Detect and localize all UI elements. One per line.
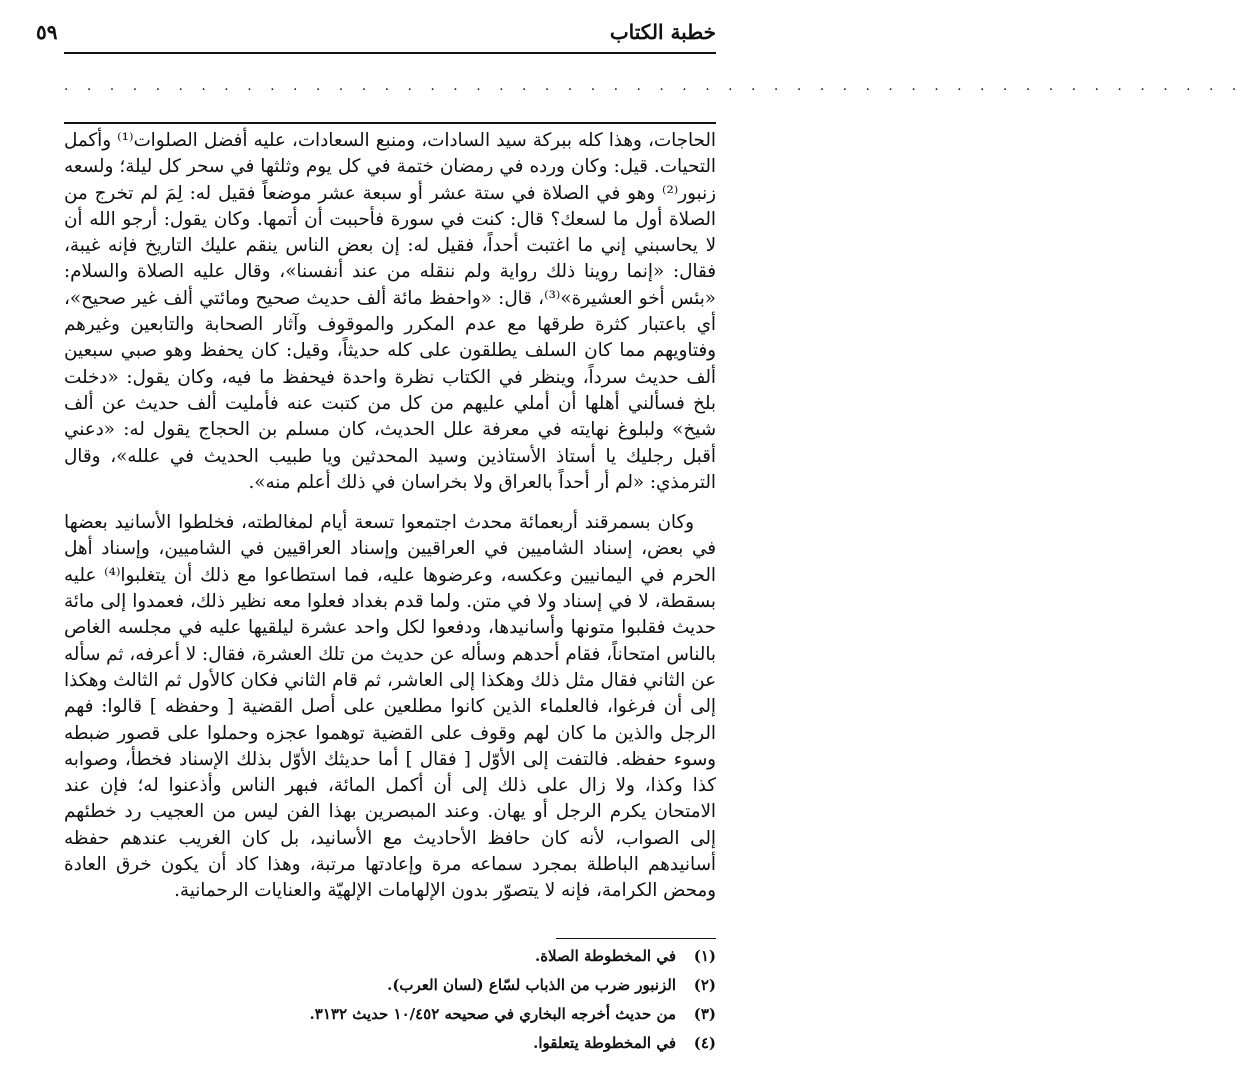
footnote-number: (٤) — [693, 1034, 716, 1052]
footnote-number: (٢) — [693, 976, 716, 994]
section-rule — [64, 122, 716, 124]
footnote-number: (٣) — [693, 1005, 716, 1023]
header-rule — [64, 52, 716, 54]
footnote-text: الزنبور ضرب من الذباب لسّاع (لسان العرب). — [387, 976, 676, 994]
footnote-text: في المخطوطة الصلاة. — [534, 947, 676, 965]
paragraph: الحاجات، وهذا كله ببركة سيد السادات، ومنبع السعادات، عليه أفضل الصلوات⁽¹⁾ وأكمل التحيات. قيل: وكان ورده في رمضان ختمة في كل يوم وثلثها في سحر كل ليلة؛ ولسعه زنبور⁽²⁾ وهو في الصلاة في ستة عشر أو سبعة عشر موضعاً فقيل له: لِمَ لم تخرج من الصلاة أول ما لسعك؟ قال: كنت في سورة فأحببت أن أتمها. وكان يقول: أرجو الله أن لا يحاسبني إني ما اغتبت أحداً، فقيل له: إن بعض الناس ينقم عليك التاريخ فإنه غيبة، فقال: «إنما روينا ذلك رواية ولم ننقله من عند أنفسنا»، وقال عليه الصلاة والسلام: «بئس أخو العشيرة»⁽³⁾، قال: «واحفظ مائة ألف حديث صحيح ومائتي ألف غير صحيح»، أي باعتبار كثرة طرقها مع عدم المكرر والموقوف وآثار الصحابة والتابعين وغيرهم وفتاويهم مما كان السلف يطلقون على كله حديثاً، وقيل: كان يحفظ وهو صبي سبعين ألف حديث سرداً، وينظر في الكتاب نظرة واحدة فيحفظ ما فيه، وكان يقول: «دخلت بلخ فسألني أهلها أن أملي عليهم من كل من كتبت عنه فأمليت ألف حديث عن ألف شيخ» ولبلوغ نهايته في معرفة علل الحديث، كان مسلم بن الحجاج يقول له: «دعني أقبل رجليك يا أستاذ الأستاذين وسيد المحدثين ويا طبيب الحديث في علله»، وقال الترمذي: «لم أر أحداً بالعراق ولا بخراسان في ذلك أعلم منه». — [64, 130, 716, 493]
running-title: خطبة الكتاب — [609, 20, 716, 44]
footnote-text: من حديث أخرجه البخاري في صحيحه ١٠/٤٥٢ حديث ٣١٣٢. — [309, 1005, 676, 1023]
footnote-rule — [556, 938, 716, 939]
footnote — [64, 942, 716, 971]
footnote — [64, 1000, 716, 1029]
footnote-number: (١) — [693, 947, 716, 965]
footnotes — [64, 942, 716, 1058]
ellipsis-dots: . . . . . . . . . . . . . . . . . . . . . . . . . . . . . . . . . . . . . . . . . . . . . . . . . . . . — [64, 78, 1243, 94]
page-header — [36, 14, 716, 54]
footnote — [64, 1029, 716, 1058]
paragraph: وكان بسمرقند أربعمائة محدث اجتمعوا تسعة أيام لمغالطته، فخلطوا الأسانيد بعضها في بعض، إسناد الشاميين في العراقيين وإسناد العراقيين في الشاميين، وإسناد أهل الحرم في اليمانيين وعكسه، وعرضوها عليه، فما استطاعوا مع ذلك أن يتغلبوا⁽⁴⁾ عليه بسقطة، لا في إسناد ولا في متن. ولما قدم بغداد فعلوا معه نظير ذلك، فعمدوا إلى مائة حديث فقلبوا متونها وأسانيدها، ودفعوا لكل واحد عشرة ليلقيها عليه في مجلسه الغاص بالناس امتحاناً، فقام أحدهم وسأله عن حديث من تلك العشرة، فقال: لا أعرفه، ثم سأله عن الثاني فقال مثل ذلك وهكذا إلى العاشر، ثم قام الثاني فكان كالأول ثم الثالث وهكذا إلى أن فرغوا، فالعلماء الذين كانوا مطلعين على أصل القضية [ وحفظه ] قالوا: فهم الرجل والذين ما كان لهم وقوف على القضية توهموا عجزه وحملوا على قصور ضبطه وسوء حفظه. فالتفت إلى الأوّل [ فقال ] أما حديثك الأوّل بذلك الإسناد فخطأ، وصوابه كذا وكذا، ولا زال على ذلك إلى أن أكمل المائة، فبهر الناس وأذعنوا له؛ فإن عند الامتحان يكرم الرجل أو يهان. وعند المبصرين بهذا الفن ليس من العجيب رد خطئهم إلى الصواب، لأنه كان حافظ الأحاديث مع الأسانيد، بل كان الغريب عندهم حفظه أسانيدهم الباطلة بمجرد سماعه مرة وإعادتها مرتبة، وهذا كاد أن يكون خرق العادة ومحض الكرامة، فإنه لا يتصوّر بدون الإلهامات الإلهيّة والعنايات الرحمانية. — [64, 512, 716, 902]
page-number: ٥٩ — [36, 20, 58, 44]
footnote — [64, 971, 716, 1000]
footnote-text: في المخطوطة يتعلقوا. — [533, 1034, 676, 1052]
body-text — [64, 128, 716, 905]
